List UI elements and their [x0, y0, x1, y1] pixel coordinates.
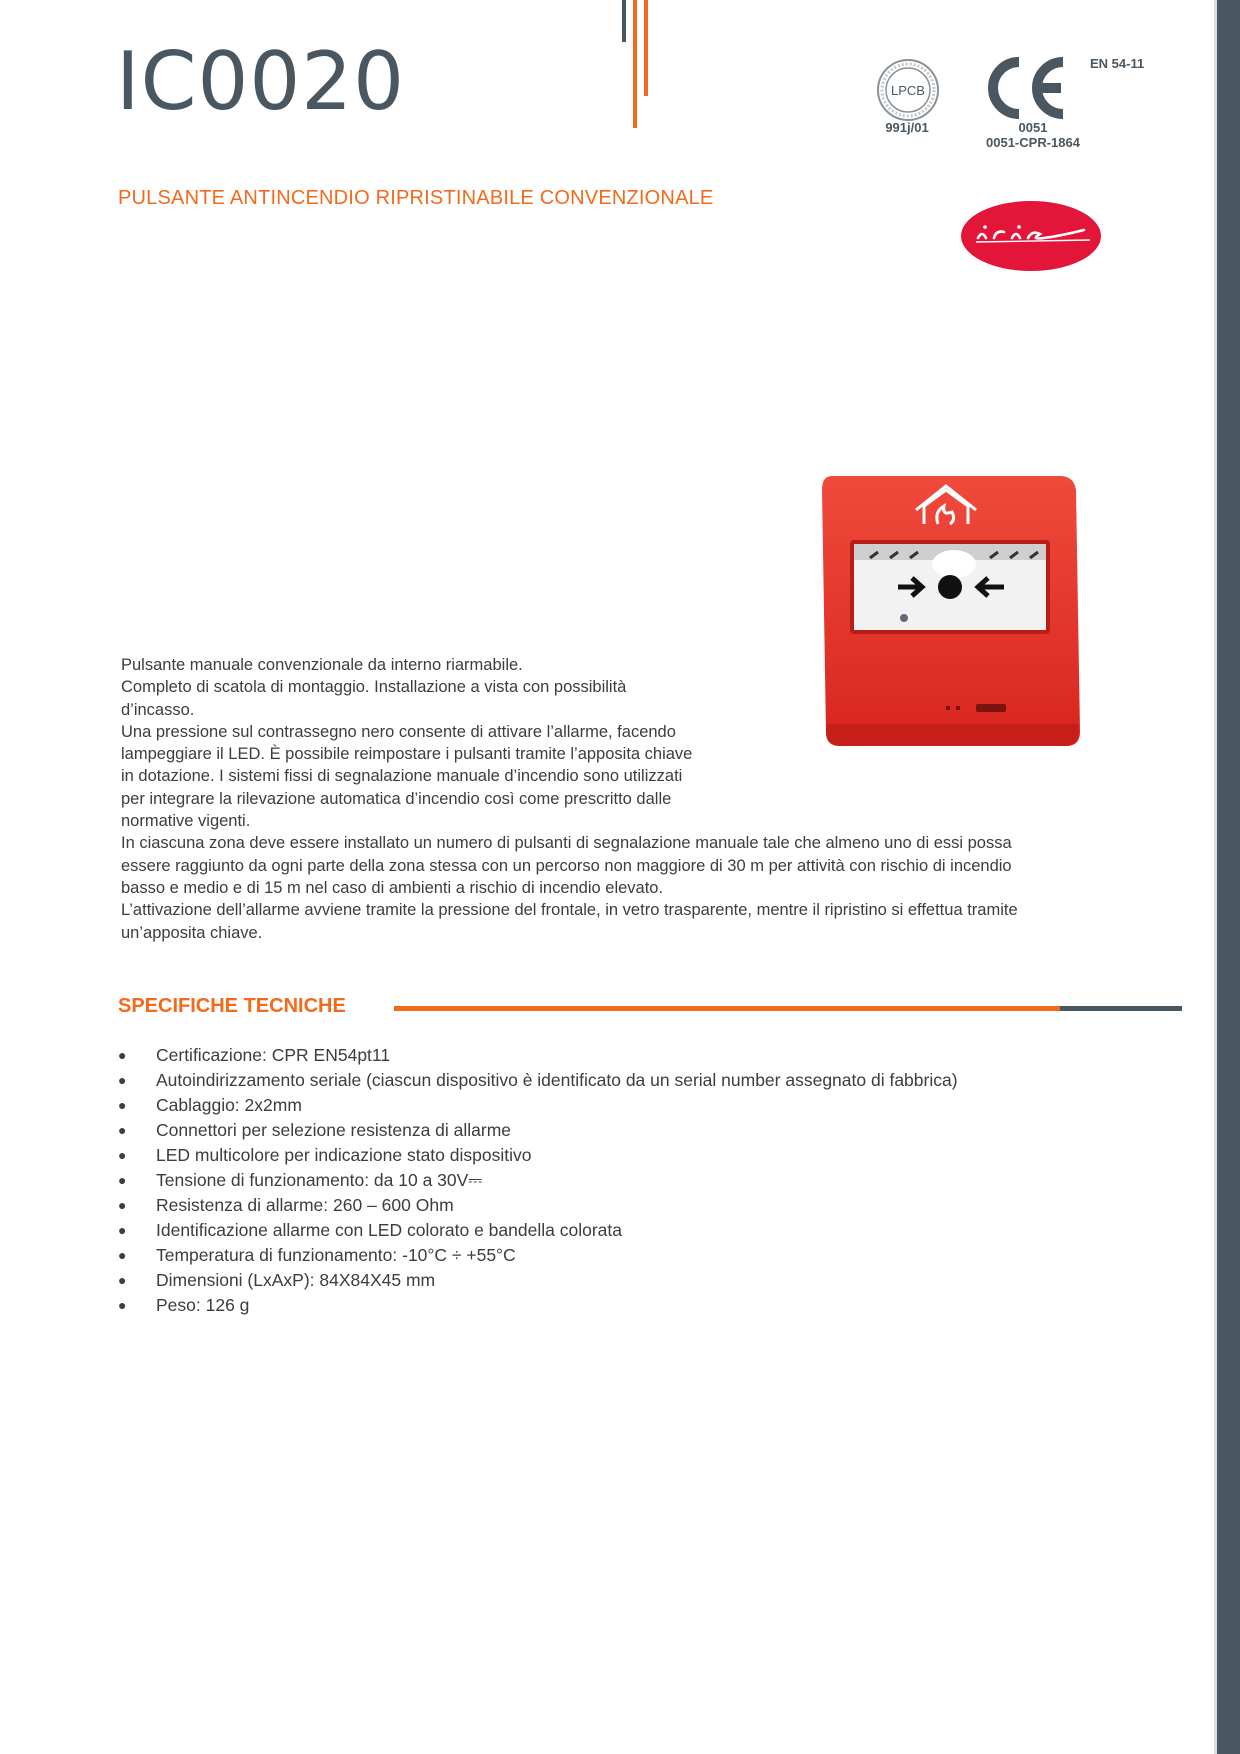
specs-list: [118, 1043, 958, 1318]
description-line: Completo di scatola di montaggio. Installazione a vista con possibilità: [121, 678, 627, 697]
description-line: d’incasso.: [121, 700, 195, 719]
ce-cpr-code: 0051-CPR-1864: [986, 135, 1080, 150]
bullet-icon: ●: [118, 1097, 127, 1113]
iris-logo: [960, 200, 1102, 272]
bullet-icon: ●: [118, 1147, 127, 1163]
spec-item: [118, 1293, 958, 1318]
description-line: in dotazione. I sistemi fissi di segnalazione manuale d’incendio sono utilizzati: [121, 767, 683, 786]
specs-heading: SPECIFICHE TECNICHE: [118, 995, 346, 1017]
bullet-icon: ●: [118, 1297, 127, 1313]
spec-item: [118, 1093, 958, 1118]
product-subtitle: PULSANTE ANTINCENDIO RIPRISTINABILE CONVENZIONALE: [118, 187, 714, 209]
description-line: lampeggiare il LED. È possibile reimpostare i pulsanti tramite l’apposita chiave: [121, 745, 693, 764]
spec-item: [118, 1118, 958, 1143]
description-line: per integrare la rilevazione automatica d’incendio così come prescritto dalle: [121, 789, 672, 808]
description-line: basso e medio e di 15 m nel caso di ambienti a rischio di incendio elevato.: [121, 878, 664, 897]
description-line: normative vigenti.: [121, 812, 251, 831]
description-line: L’attivazione dell’allarme avviene tramite la pressione del frontale, in vetro trasparente, mentre il ripristino si effettua tramite: [121, 901, 1018, 920]
spec-item: [118, 1218, 958, 1243]
spec-item: [118, 1268, 958, 1293]
spec-item: [118, 1143, 958, 1168]
bullet-icon: ●: [118, 1247, 127, 1263]
spec-text: Connettori per selezione resistenza di allarme: [156, 1120, 512, 1140]
spec-text: Identificazione allarme con LED colorato e bandella colorata: [156, 1220, 622, 1240]
ce-numbers: [975, 120, 1091, 150]
spec-item: [118, 1068, 958, 1093]
spec-item: [118, 1193, 958, 1218]
lpcb-code: 991j/01: [885, 120, 929, 135]
bullet-icon: ●: [118, 1272, 127, 1288]
spec-text: Peso: 126 g: [156, 1295, 250, 1315]
description-line: Una pressione sul contrassegno nero consente di attivare l’allarme, facendo: [121, 722, 676, 741]
product-code: IC0020: [116, 35, 406, 128]
spec-item: [118, 1243, 958, 1268]
bullet-icon: ●: [118, 1122, 127, 1138]
bullet-icon: ●: [118, 1072, 127, 1088]
spec-text: Tensione di funzionamento: da 10 a 30V⎓: [156, 1170, 483, 1190]
bullet-icon: ●: [118, 1047, 127, 1063]
ce-notified-body: 0051: [1018, 120, 1048, 135]
description-line: Pulsante manuale convenzionale da interno riarmabile.: [121, 656, 523, 674]
description-line: un’apposita chiave.: [121, 923, 263, 942]
spec-text: Temperatura di funzionamento: -10°C ÷ +55°C: [156, 1245, 516, 1265]
lpcb-label: LPCB: [891, 83, 925, 98]
side-bar: [1217, 0, 1240, 1754]
en-standard: EN 54-11: [1090, 56, 1145, 71]
spec-text: Certificazione: CPR EN54pt11: [156, 1045, 391, 1065]
spec-text: LED multicolore per indicazione stato dispositivo: [156, 1145, 532, 1165]
spec-text: Cablaggio: 2x2mm: [156, 1095, 302, 1115]
spec-text: Dimensioni (LxAxP): 84X84X45 mm: [156, 1270, 436, 1290]
description-line: In ciascuna zona deve essere installato un numero di pulsanti di segnalazione manuale tale che almeno uno di essi possa: [121, 834, 1012, 853]
bullet-icon: ●: [118, 1197, 127, 1213]
spec-text: Autoindirizzamento seriale (ciascun dispositivo è identificato da un serial number assegnato di fabbrica): [156, 1070, 958, 1090]
specs-divider-orange: [394, 1006, 1060, 1011]
bullet-icon: ●: [118, 1222, 127, 1238]
spec-item: [118, 1168, 958, 1193]
spec-item: [118, 1043, 958, 1068]
product-description: [121, 654, 1121, 944]
bullet-icon: ●: [118, 1172, 127, 1188]
lpcb-certification-icon: [876, 58, 940, 122]
specs-divider-gray: [1060, 1006, 1182, 1011]
ce-mark-icon: [985, 56, 1069, 120]
description-line: essere raggiunto da ogni parte della zona stessa con un percorso non maggiore di 30 m per attività con rischio di incendio: [121, 856, 1012, 875]
spec-text: Resistenza di allarme: 260 – 600 Ohm: [156, 1195, 454, 1215]
decorative-lines: [620, 0, 650, 130]
